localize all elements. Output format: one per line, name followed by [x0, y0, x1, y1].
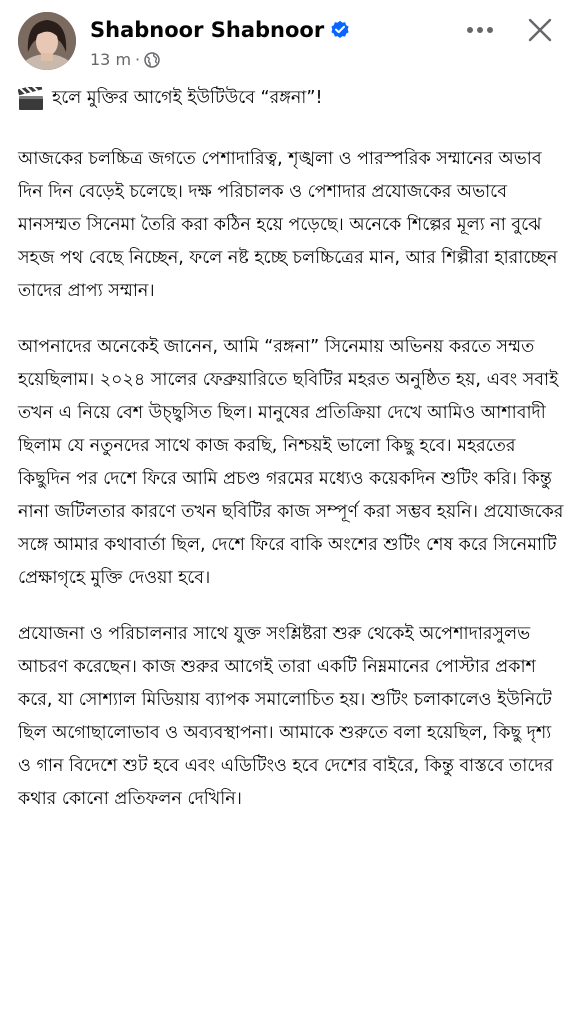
post-body	[18, 82, 566, 839]
author-name-row	[90, 18, 350, 42]
post-title-line	[18, 82, 566, 115]
more-dots-icon	[466, 26, 494, 34]
post-title: হলে মুক্তির আগেই ইউটিউবে “রঙ্গনা”!	[52, 88, 323, 108]
author-name[interactable]: Shabnoor Shabnoor	[90, 18, 325, 42]
post-paragraph-3: প্রযোজনা ও পরিচালনার সাথে যুক্ত সংশ্লিষ্টরা শুরু থেকেই অপেশাদারসুলভ আচরণ করেছেন। কাজ শুরুর আগেই তারা একটি নিম্নমানের পোস্টার প্রকাশ করে, যা সোশ্যাল মিডিয়ায় ব্যাপক সমালোচিত হয়। শুটিং চলাকালেও ইউনিটে ছিল অগোছালোভাব ও অব্যবস্থাপনা। আমাকে শুরুতে বলা হয়েছিল, কিছু দৃশ্য ও গান বিদেশে শুট হবে এবং এডিটিংও হবে দেশের বাইরে, কিন্তু বাস্তবে তাদের কথার কোনো প্রতিফলন দেখিনি।	[18, 624, 554, 809]
post-paragraph-2: আপনাদের অনেকেই জানেন, আমি “রঙ্গনা” সিনেমায় অভিনয় করতে সম্মত হয়েছিলাম। ২০২৪ সালের ফেব্রুয়ারিতে ছবিটির মহরত অনুষ্ঠিত হয়, এবং সবাই তখন এ নিয়ে বেশ উচ্ছ্বসিত ছিল। মানুষের প্রতিক্রিয়া দেখে আমিও আশাবাদী ছিলাম যে নতুনদের সাথে কাজ করছি, নিশ্চয়ই ভালো কিছু হবে। মহরতের কিছুদিন পর দেশে ফিরে আমি প্রচণ্ড গরমের মধ্যেও কয়েকদিন শুটিং করি। কিন্তু নানা জটিলতার কারণে তখন ছবিটির কাজ সম্পূর্ণ করা সম্ভব হয়নি। প্রযোজকের সঙ্গে আমার কথাবার্তা ছিল, দেশে ফিরে বাকি অংশের শুটিং শেষ করে সিনেমাটি প্রেক্ষাগৃহে মুক্তি দেওয়া হবে।	[18, 337, 564, 588]
close-icon	[528, 18, 552, 42]
post-time[interactable]: 13 m	[90, 50, 132, 69]
post-header	[0, 0, 576, 80]
clapperboard-icon	[18, 87, 44, 111]
avatar-image	[18, 12, 76, 70]
close-button[interactable]	[522, 12, 558, 48]
post-meta	[90, 50, 160, 69]
meta-separator: ·	[135, 50, 141, 69]
post-paragraph-1: আজকের চলচ্চিত্র জগতে পেশাদারিত্ব, শৃঙ্খলা ও পারস্পরিক সম্মানের অভাব দিন দিন বেড়েই চলেছে। দক্ষ পরিচালক ও পেশাদার প্রযোজকের অভাবে মানসম্মত সিনেমা তৈরি করা কঠিন হয়ে পড়েছে। অনেকে শিল্পের মূল্য না বুঝে সহজ পথ বেছে নিচ্ছেন, ফলে নষ্ট হচ্ছে চলচ্চিত্রের মান, আর শিল্পীরা হারাচ্ছেন তাদের প্রাপ্য সম্মান।	[18, 149, 558, 301]
avatar[interactable]	[18, 12, 76, 70]
more-options-button[interactable]	[462, 16, 498, 44]
verified-badge-icon	[330, 20, 350, 40]
globe-icon	[144, 52, 160, 68]
